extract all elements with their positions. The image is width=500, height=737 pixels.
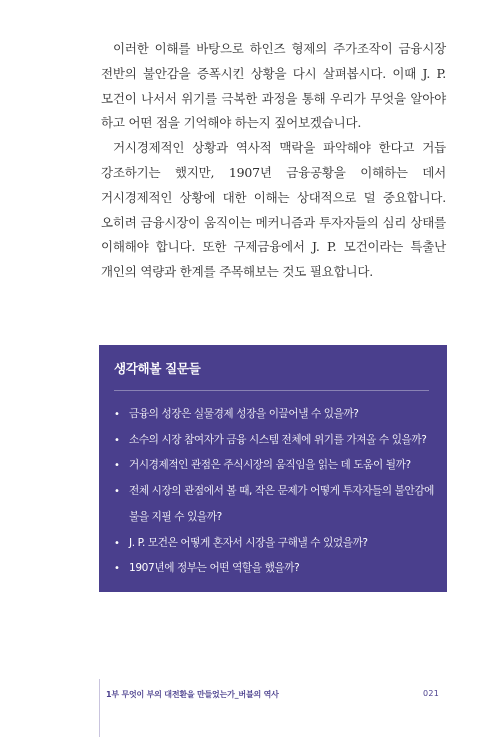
page-number: 021 [423,689,440,698]
question-item [114,402,436,428]
paragraph: 이러한 이해를 바탕으로 하인즈 형제의 주가조작이 금융시장 전반의 불안감을 증폭시킨 상황을 다시 살펴봅시다. 이때 J. P. 모건이 나서서 위기를 극복한 과정을 통해 우리가 무엇을 알아야 하고 어떤 점을 기억해야 하는지 짚어보겠습니다. [101,41,446,131]
questions-list [114,402,436,582]
question-item [114,531,436,557]
question-text: 거시경제적인 관점은 주식시장의 움직임을 읽는 데 도움이 될까? [129,459,411,472]
divider [114,390,429,391]
bullet-icon: • [114,537,120,549]
bullet-icon: • [114,486,120,498]
body-text [101,37,446,285]
question-item [114,428,436,454]
discussion-questions-box [99,345,447,592]
question-item [114,556,436,582]
questions-title: 생각해볼 질문들 [114,361,201,376]
question-item [114,453,436,479]
question-text: 소수의 시장 참여자가 금융 시스템 전체에 위기를 가져올 수 있을까? [129,433,427,446]
bullet-icon: • [114,460,120,472]
question-text: 전체 시장의 관점에서 볼 때, 작은 문제가 어떻게 투자자들의 불안감에 불을 지필 수 있을까? [129,485,435,523]
running-footer: 1부 무엇이 부의 대전환을 만들었는가_버블의 역사 [106,690,279,699]
bullet-icon: • [114,563,120,575]
footer-rule [99,679,100,737]
question-item [114,479,436,530]
question-text: J. P. 모건은 어떻게 혼자서 시장을 구해낼 수 있었을까? [129,536,368,549]
bullet-icon: • [114,409,120,420]
paragraph: 거시경제적인 상황과 역사적 맥락을 파악해야 한다고 거듭 강조하기는 했지만, 1907년 금융공황을 이해하는 데서 거시경제적인 상황에 대한 이해는 상대적으로 덜 중요합니다. 오히려 금융시장이 움직이는 메커니즘과 투자자들의 심리 상태를 이해해야 합니다. 또한 구제금융에서 J. P. 모건이라는 특출난 개인의 역량과 한계를 주목해보는 것도 필요합니다. [101,140,446,280]
question-text: 1907년에 정부는 어떤 역할을 했을까? [129,562,300,575]
question-text: 금융의 성장은 실물경제 성장을 이끌어낼 수 있을까? [129,408,359,420]
bullet-icon: • [114,434,120,446]
